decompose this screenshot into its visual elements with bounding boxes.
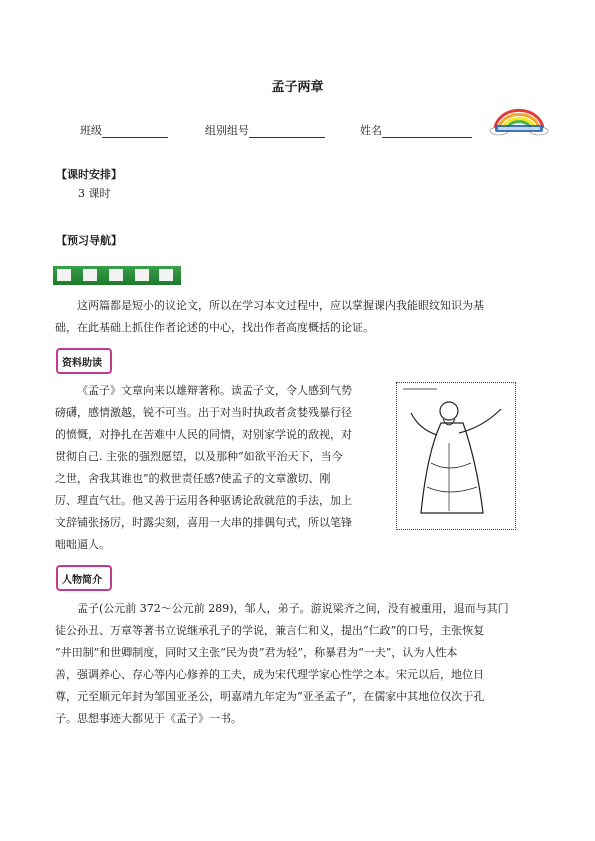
name-label: 姓名 xyxy=(360,124,382,137)
reading-line: 磅礴，感情激越，锐不可当。出于对当时执政者贪婪残暴行径 xyxy=(55,406,352,419)
profile-tag xyxy=(56,565,112,591)
name-blank[interactable] xyxy=(382,126,472,138)
schedule-value: 3 课时 xyxy=(78,187,111,200)
profile-line: 尊，元至顺元年封为邹国亚圣公，明嘉靖九年定为“亚圣孟子”，在儒家中其地位仅次于孔 xyxy=(55,690,485,703)
profile-line: “井田制”和世卿制度，同时又主张“民为贵”君为轻”，称暴君为“一夫”，认为人性本 xyxy=(55,646,458,659)
profile-line: 子。思想事迹大都见于《孟子》一书。 xyxy=(55,712,242,725)
profile-tag-label: 人物简介 xyxy=(62,575,102,586)
reading-tag-label: 资料助读 xyxy=(62,358,102,369)
study-banner-image xyxy=(53,266,181,285)
preview-heading: 【预习导航】 xyxy=(56,234,122,247)
reading-line: 《孟子》文章向来以雄辩著称。读孟子文，令人感到气势 xyxy=(77,384,352,397)
profile-line: 徒公孙丑、万章等著书立说继承孔子的学说，兼言仁和义，提出“仁政”的口号，主张恢复 xyxy=(55,624,485,637)
mencius-portrait-image xyxy=(396,382,516,530)
reading-line: 的愤慨，对挣扎在苦难中人民的同情，对别家学说的敌视，对 xyxy=(55,428,352,441)
class-label: 班级 xyxy=(80,124,102,137)
profile-line: 善，强调养心、存心等内心修养的工夫，成为宋代理学家心性学之本。宋元以后，地位日 xyxy=(55,668,484,681)
schedule-heading: 【课时安排】 xyxy=(56,168,122,181)
class-blank[interactable] xyxy=(102,126,168,138)
reading-text xyxy=(55,380,395,556)
group-blank[interactable] xyxy=(249,126,325,138)
name-field[interactable] xyxy=(360,122,472,138)
reading-line: 文辞铺张扬厉，时露尖刻，喜用一大串的排偶句式，所以笔锋 xyxy=(55,516,352,529)
profile-text xyxy=(55,598,550,730)
intro-line: 这两篇都是短小的议论文，所以在学习本文过程中，应以掌握课内我能眼纹知识为基 xyxy=(77,299,484,312)
intro-line: 础，在此基础上抓住作者论述的中心，找出作者高度概括的论证。 xyxy=(55,321,374,334)
group-field[interactable] xyxy=(205,122,325,138)
reading-tag xyxy=(56,348,112,374)
reading-line: 厉、理直气壮。他又善于运用各种驱诱论敌就范的手法，加上 xyxy=(55,494,352,507)
group-label: 组别组号 xyxy=(205,124,249,137)
reading-line: 咄咄逼人。 xyxy=(55,538,110,551)
reading-line: 之世，舍我其谁也”的救世责任感?使孟子的文章激切、刚 xyxy=(55,472,331,485)
class-field[interactable] xyxy=(80,122,168,138)
page-title: 孟子两章 xyxy=(271,80,324,95)
rainbow-logo-icon xyxy=(489,106,549,136)
reading-line: 贯彻自己. 主张的强烈愿望，以及那种“如欲平治天下，当今 xyxy=(55,450,343,463)
profile-line: 孟子(公元前 372～公元前 289)，邹人，弟子。游说梁齐之间，没有被重用，退而与其门 xyxy=(77,602,509,615)
preview-intro xyxy=(55,295,545,339)
